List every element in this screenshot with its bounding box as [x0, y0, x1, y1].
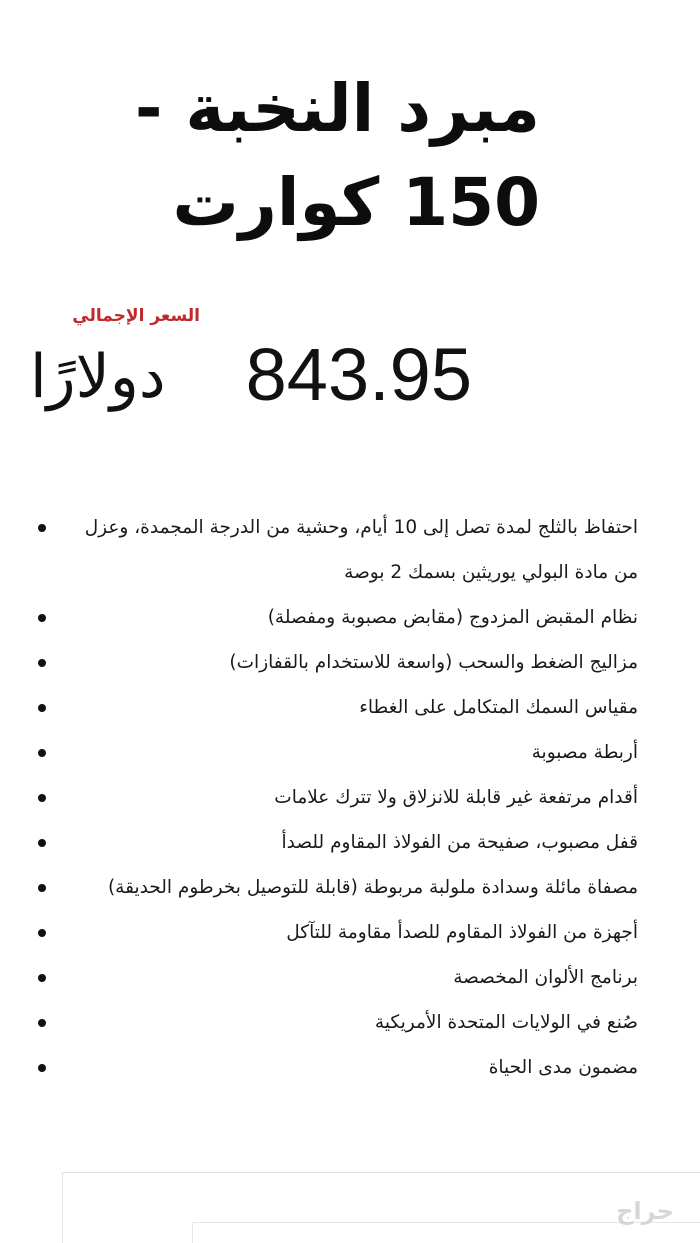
bullet-icon — [38, 749, 46, 757]
bullet-icon — [38, 704, 46, 712]
feature-text: مزاليج الضغط والسحب (واسعة للاستخدام بالقفازات) — [229, 652, 638, 673]
list-item — [38, 910, 638, 955]
bullet-icon — [38, 614, 46, 622]
features-list — [38, 505, 638, 1090]
list-item — [38, 1045, 638, 1090]
list-item — [38, 820, 638, 865]
feature-text: برنامج الألوان المخصصة — [453, 967, 638, 988]
feature-text: مقياس السمك المتكامل على الغطاء — [359, 697, 638, 718]
feature-text: أقدام مرتفعة غير قابلة للانزلاق ولا تترك علامات — [274, 787, 638, 808]
list-item — [38, 955, 638, 1000]
bullet-icon — [38, 974, 46, 982]
total-price-label: السعر الإجمالي — [72, 306, 200, 326]
bullet-icon — [38, 929, 46, 937]
feature-text: احتفاظ بالثلج لمدة تصل إلى 10 أيام، وحشية من الدرجة المجمدة، وعزل من مادة البولي يوريثين بسمك 2 بوصة — [84, 517, 638, 583]
bullet-icon — [38, 794, 46, 802]
list-item — [38, 595, 638, 640]
price-value: 843.95 — [245, 333, 472, 416]
bullet-icon — [38, 524, 46, 532]
feature-text: قفل مصبوب، صفيحة من الفولاذ المقاوم للصدأ — [281, 832, 638, 853]
feature-text: نظام المقبض المزدوج (مقابض مصبوبة ومفصلة) — [267, 607, 638, 628]
feature-text: مصفاة مائلة وسدادة ملولبة مربوطة (قابلة للتوصيل بخرطوم الحديقة) — [107, 877, 638, 898]
bullet-icon — [38, 1019, 46, 1027]
list-item — [38, 640, 638, 685]
product-title: مبرد النخبة - 150 كوارت — [135, 70, 540, 241]
list-item — [38, 685, 638, 730]
price-currency: دولارًا — [30, 342, 166, 412]
bullet-icon — [38, 839, 46, 847]
feature-text: أجهزة من الفولاذ المقاوم للصدأ مقاومة للتآكل — [286, 922, 638, 943]
list-item — [38, 505, 638, 595]
watermark-logo: حراج — [616, 1197, 674, 1225]
feature-text: مضمون مدى الحياة — [488, 1057, 638, 1078]
list-item — [38, 1000, 638, 1045]
bullet-icon — [38, 1064, 46, 1072]
list-item — [38, 865, 638, 910]
bullet-icon — [38, 659, 46, 667]
bullet-icon — [38, 884, 46, 892]
feature-text: صُنع في الولايات المتحدة الأمريكية — [374, 1012, 638, 1033]
feature-text: أربطة مصبوبة — [531, 742, 638, 763]
list-item — [38, 730, 638, 775]
list-item — [38, 775, 638, 820]
